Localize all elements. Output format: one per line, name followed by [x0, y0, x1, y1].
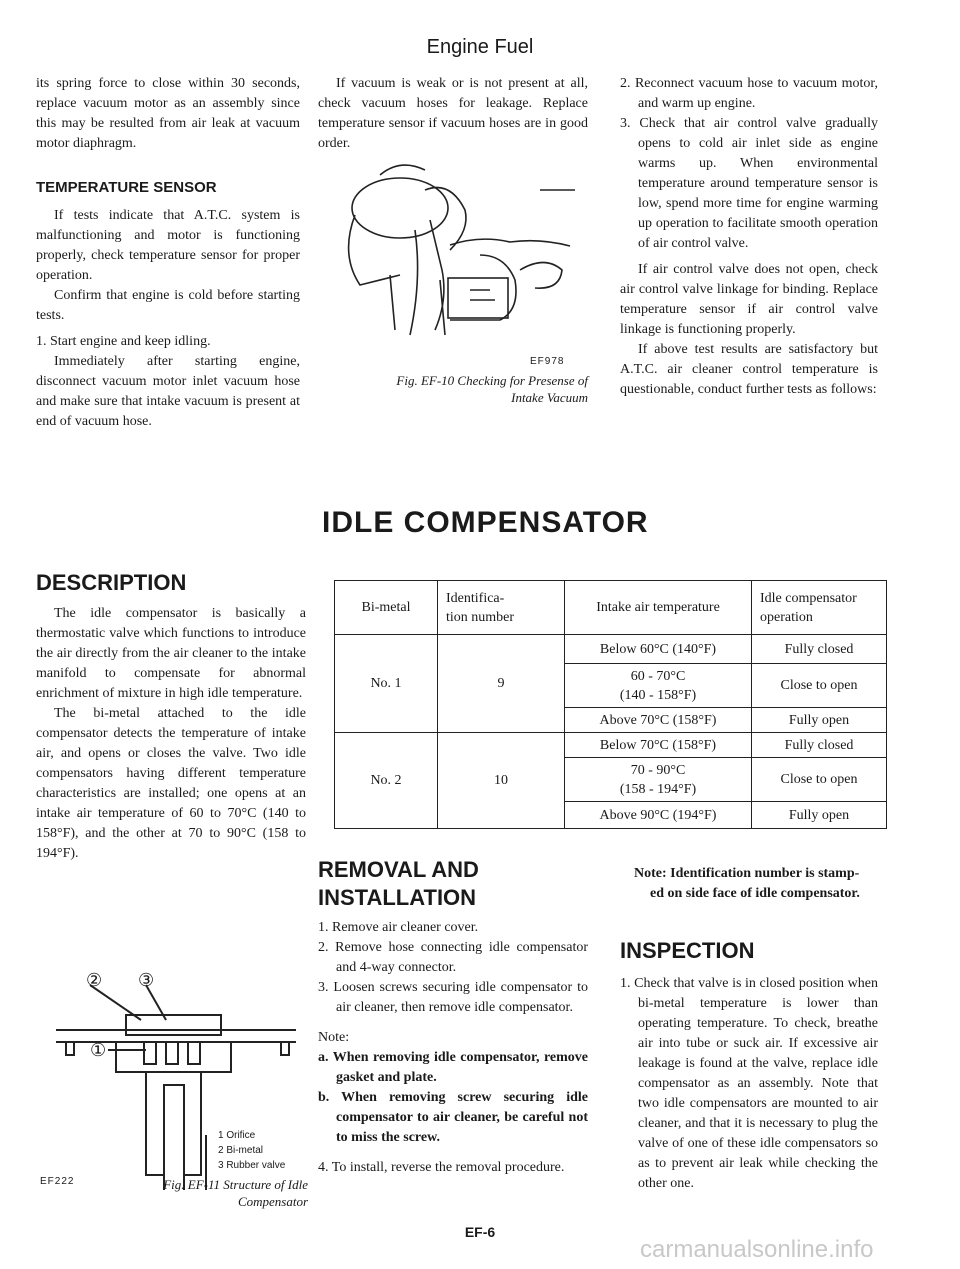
- table-cell: No. 2: [335, 733, 438, 829]
- table-cell: Above 70°C (158°F): [565, 708, 752, 733]
- figure-ef10-caption: [318, 372, 588, 406]
- table-cell: 70 - 90°C (158 - 194°F): [565, 758, 752, 802]
- watermark: carmanualsonline.info: [640, 1236, 874, 1263]
- removal-body: [318, 918, 588, 1178]
- paragraph: its spring force to close within 30 seconds, replace vacuum motor as an assembly since this may be resulted from air leak at vacuum motor diaphragm.: [36, 76, 300, 151]
- figure-ef11-caption: [60, 1176, 308, 1210]
- table-cell: Fully closed: [752, 635, 887, 664]
- step: 2. Remove hose connecting idle compensator and 4-way connector.: [318, 940, 588, 975]
- description-body: [36, 604, 306, 864]
- column-3-top: [620, 74, 878, 400]
- callout-2: ②: [86, 970, 103, 990]
- figure-ef11-legend: [218, 1128, 285, 1173]
- section-heading-removal: [318, 856, 479, 912]
- legend-item: 1 Orifice: [218, 1130, 256, 1141]
- caption-line: Compensator: [237, 1194, 308, 1209]
- paragraph: Confirm that engine is cold before starting tests.: [36, 288, 300, 323]
- column-1-top: [36, 74, 300, 432]
- heading-line: INSTALLATION: [318, 885, 477, 910]
- table-cell: Fully open: [752, 708, 887, 733]
- idle-compensator-table: [334, 580, 887, 829]
- caption-line: Intake Vacuum: [511, 390, 588, 405]
- table-cell: Below 70°C (158°F): [565, 733, 752, 758]
- column-2-top: [318, 74, 588, 154]
- table-cell: Above 90°C (194°F): [565, 802, 752, 829]
- vacuum-check-illustration: [330, 160, 580, 350]
- figure-ef11-code: EF222: [40, 1176, 75, 1187]
- note-label: Note:: [318, 1030, 350, 1045]
- table-header: Identifica- tion number: [438, 581, 565, 635]
- table-header: Intake air temperature: [565, 581, 752, 635]
- section-title-idle-compensator: IDLE COMPENSATOR: [322, 506, 649, 539]
- note-item: a. When removing idle compensator, remove gasket and plate.: [318, 1050, 588, 1085]
- note-item: b. When removing screw securing idle compensator to air cleaner, be careful not to miss the screw.: [318, 1090, 588, 1145]
- legend-item: 2 Bi-metal: [218, 1145, 264, 1156]
- figure-ef10-code: EF978: [530, 356, 565, 367]
- heading-line: REMOVAL AND: [318, 857, 479, 882]
- section-heading-inspection: INSPECTION: [620, 938, 755, 963]
- paragraph: If tests indicate that A.T.C. system is malfunctioning and motor is functioning properly, check temperature sensor for proper operation.: [36, 208, 300, 283]
- identification-note: [634, 864, 894, 904]
- table-cell: Fully open: [752, 802, 887, 829]
- page-number: EF-6: [464, 1224, 496, 1240]
- callout-3: ③: [138, 970, 155, 990]
- inspection-body: [620, 974, 878, 1194]
- callout-1: ①: [90, 1040, 107, 1060]
- table-cell: Close to open: [752, 758, 887, 802]
- caption-line: Fig. EF-10 Checking for Presense of: [396, 373, 588, 388]
- step-2: 2. Reconnect vacuum hose to vacuum motor, and warm up engine.: [620, 76, 878, 111]
- paragraph: If vacuum is weak or is not present at all, check vacuum hoses for leakage. Replace temperature sensor if vacuum hoses are in good order.: [318, 76, 588, 151]
- table-cell: Below 60°C (140°F): [565, 635, 752, 664]
- step: 3. Loosen screws securing idle compensator to air cleaner, then remove idle compensator.: [318, 980, 588, 1015]
- section-heading-temperature-sensor: TEMPERATURE SENSOR: [36, 179, 217, 196]
- section-heading-description: DESCRIPTION: [36, 570, 187, 595]
- table-cell: Fully closed: [752, 733, 887, 758]
- step: 1. Remove air cleaner cover.: [318, 920, 479, 935]
- paragraph: If air control valve does not open, check air control valve linkage for binding. Replace temperature sensor if air control valve linkage is functioning properly.: [620, 262, 878, 337]
- table-header: Idle compensator operation: [752, 581, 887, 635]
- page-header-title: Engine Fuel: [426, 36, 534, 58]
- note-line: ed on side face of idle compensator.: [650, 886, 860, 901]
- paragraph: 1. Check that valve is in closed position when bi-metal temperature is lower than operating temperature. To check, breathe air into tube or suck air. If excessive air leakage is found at the valve, replace idle compensator as an assembly. Note that two idle compensators are mounted to air cleaner, and that it is necessary to plug the valve of one of these idle compensators so as to prevent air leak while checking the other one.: [620, 976, 878, 1191]
- legend-item: 3 Rubber valve: [218, 1160, 286, 1171]
- paragraph: The idle compensator is basically a thermostatic valve which functions to introduce the air directly from the air cleaner to the intake manifold to compensate for abnormal enrichment of mixture in high idle temperature.: [36, 606, 306, 701]
- step-1: 1. Start engine and keep idling.: [36, 334, 211, 349]
- paragraph: Immediately after starting engine, disconnect vacuum motor inlet vacuum hose and make sure that intake vacuum is present at end of vacuum hose.: [36, 354, 300, 429]
- table-cell: 60 - 70°C (140 - 158°F): [565, 664, 752, 708]
- step-3: 3. Check that air control valve gradually opens to cold air inlet side as engine warms up. When environmental temperature around temperature sensor is low, spend more time for engine warming up operation to facilitate smooth operation of air control valve.: [620, 116, 878, 251]
- paragraph: If above test results are satisfactory but A.T.C. air cleaner control temperature is questionable, conduct further tests as follows:: [620, 342, 878, 397]
- table-cell: No. 1: [335, 635, 438, 733]
- paragraph: The bi-metal attached to the idle compensator detects the temperature of intake air, and opens or closes the valve. Two idle compensators having different temperature characteristics are installed; one opens at an intake air temperature of 60 to 70°C (140 to 158°F), and the other at 70 to 90°C (158 to 194°F).: [36, 706, 306, 861]
- note-line: Note: Identification number is stamp-: [634, 866, 860, 881]
- table-cell: Close to open: [752, 664, 887, 708]
- table-header: Bi-metal: [335, 581, 438, 635]
- step: 4. To install, reverse the removal procedure.: [318, 1160, 565, 1175]
- caption-line: Fig. EF-11 Structure of Idle: [163, 1177, 308, 1192]
- table-cell: 10: [438, 733, 565, 829]
- table-cell: 9: [438, 635, 565, 733]
- figure-ef10: [330, 160, 580, 350]
